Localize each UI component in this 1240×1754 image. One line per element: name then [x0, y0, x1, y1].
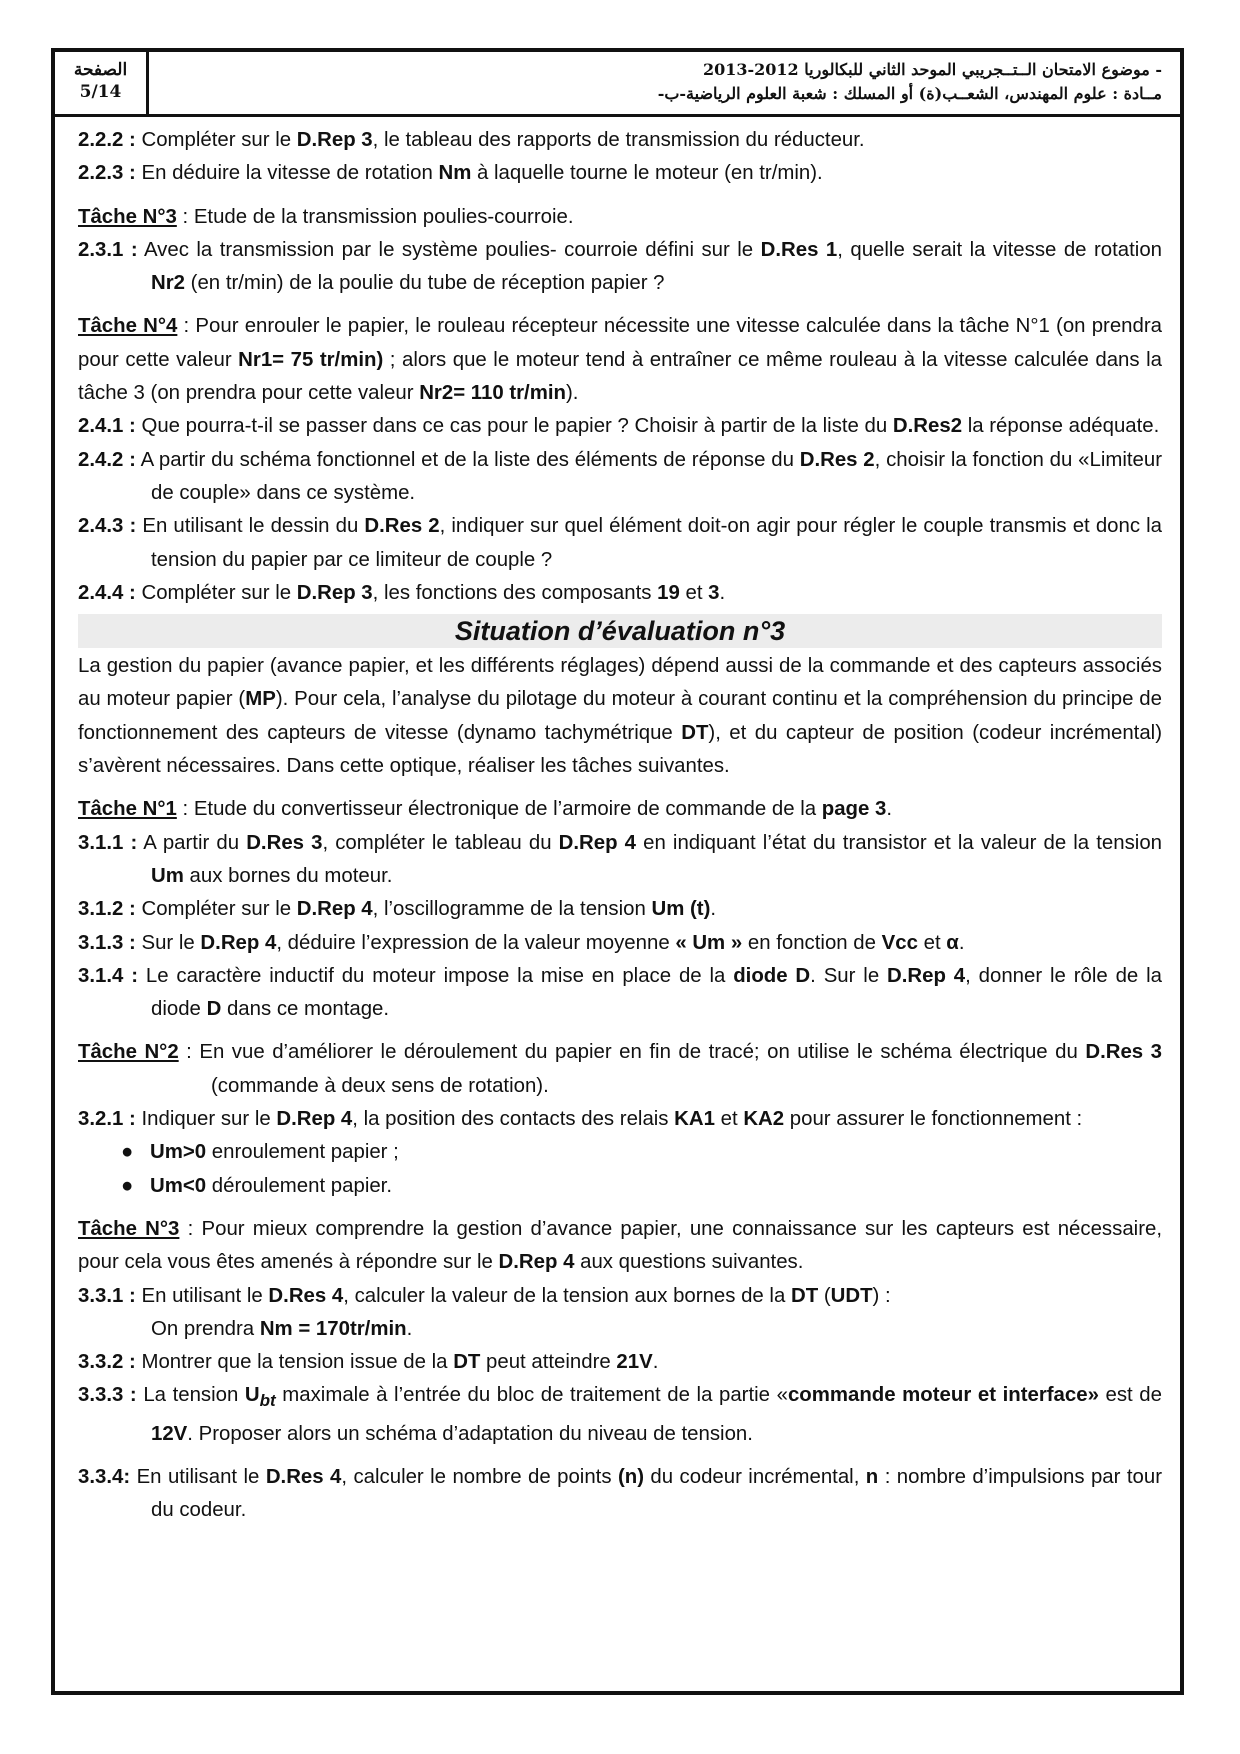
question-3-3-3: 3.3.3 : La tension $U_{bt}$ maximale à l’entrée du bloc de traitement de la partie «commande moteur et interface» est de 12V. Proposer alors un schéma d’adaptation du niveau de tension. [78, 1384, 1162, 1445]
question-2-4-4: 2.4.4 : Compléter sur le D.Rep 3, les fonctions des composants 19 et 3. [78, 581, 726, 604]
page-label: الصفحة [73, 60, 128, 80]
exam-title [658, 58, 1162, 106]
situation-intro: La gestion du papier (avance papier, et les différents réglages) dépend aussi de la commande et des capteurs associés au moteur papier (MP). Pour cela, l’analyse du pilotage du moteur à courant continu et la compréhension du principe de fonctionnement des capteurs de vitesse (dynamo tachymétrique DT), et du capteur de position (codeur incrémental) s’avèrent nécessaires. Dans cette optique, réaliser les tâches suivantes. [78, 655, 1162, 778]
question-2-3-1: 2.3.1 : Avec la transmission par le système poulies- courroie défini sur le D.Res 1, quelle serait la vitesse de rotation Nr2 (en tr/min) de la poulie du tube de réception papier ? [78, 238, 1162, 295]
exam-title-line-1: - موضوع الامتحان الــتــجريبي الموحد الثاني للبكالوريا 2012-2013 [702, 60, 1162, 79]
page-content [78, 124, 1162, 1528]
question-3-1-4: 3.1.4 : Le caractère inductif du moteur impose la mise en place de la diode D. Sur le D.Rep 4, donner le rôle de la diode D dans ce montage. [78, 964, 1162, 1021]
question-3-1-2: 3.1.2 : Compléter sur le D.Rep 4, l’oscillogramme de la tension Um (t). [78, 898, 717, 921]
question-2-2-3: 2.2.3 : En déduire la vitesse de rotation Nm à laquelle tourne le moteur (en tr/min). [78, 162, 823, 185]
bullet-icon: ● [121, 1174, 134, 1197]
question-2-4-1: 2.4.1 : Que pourra-t-il se passer dans ce cas pour le papier ? Choisir à partir de la liste du D.Res2 la réponse adéquate. [78, 415, 1160, 438]
page-number-box [55, 52, 149, 114]
question-2-4-2: 2.4.2 : A partir du schéma fonctionnel et de la liste des éléments de réponse du D.Res 2, choisir la fonction du «Limiteur de couple» dans ce système. [78, 448, 1163, 504]
situation-title: Situation d’évaluation n°3 [78, 614, 1162, 648]
question-3-1-1: 3.1.1 : A partir du D.Res 3, compléter le tableau du D.Rep 4 en indiquant l’état du transistor et la valeur de la tension Um aux bornes du moteur. [78, 831, 1163, 887]
exam-title-line-2: مــادة : علوم المهندس، الشعــب(ة) أو المسلك : شعبة العلوم الرياضية-ب- [657, 84, 1162, 103]
s3-task-1-heading: Tâche N°1 : Etude du convertisseur électronique de l’armoire de commande de la page 3. [78, 798, 893, 821]
question-2-2-2: 2.2.2 : Compléter sur le D.Rep 3, le tableau des rapports de transmission du réducteur. [78, 129, 865, 151]
question-3-1-3: 3.1.3 : Sur le D.Rep 4, déduire l’expression de la valeur moyenne « Um » en fonction de Vcc et α. [78, 931, 965, 954]
page-number: 5/14 [79, 82, 122, 102]
bullet-list [78, 1136, 1162, 1203]
question-3-3-4: 3.3.4: En utilisant le D.Res 4, calculer le nombre de points (n) du codeur incrémental, n : nombre d’impulsions par tour du codeur. [78, 1466, 1162, 1522]
s3-task-3-paragraph: Tâche N°3 : Pour mieux comprendre la gestion d’avance papier, une connaissance sur les capteurs est nécessaire, pour cela vous êtes amenés à répondre sur le D.Rep 4 aux questions suivantes. [78, 1217, 1162, 1274]
bullet-icon: ● [121, 1141, 134, 1164]
question-2-4-3: 2.4.3 : En utilisant le dessin du D.Res 2, indiquer sur quel élément doit-on agir pour régler le couple transmis et donc la tension du papier par ce limiteur de couple ? [78, 515, 1162, 571]
page-frame [51, 48, 1184, 1695]
question-3-3-1: 3.3.1 : En utilisant le D.Res 4, calculer la valeur de la tension aux bornes de la DT (UDT) : On prendra Nm = 170tr/min. [78, 1284, 891, 1340]
list-item: ● Um<0 déroulement papier. [78, 1170, 1162, 1203]
question-3-3-2: 3.3.2 : Montrer que la tension issue de la DT peut atteindre 21V. [78, 1351, 659, 1374]
page-header [55, 52, 1180, 117]
question-3-2-1: 3.2.1 : Indiquer sur le D.Rep 4, la position des contacts des relais KA1 et KA2 pour assurer le fonctionnement : [78, 1108, 1083, 1131]
list-item: ● Um>0 enroulement papier ; [78, 1136, 1162, 1169]
task-3-heading: Tâche N°3 : Etude de la transmission poulies-courroie. [78, 205, 574, 228]
task-4-paragraph: Tâche N°4 : Pour enrouler le papier, le rouleau récepteur nécessite une vitesse calculée dans la tâche N°1 (on prendra pour cette valeur Nr1= 75 tr/min) ; alors que le moteur tend à entraîner ce même rouleau à la vitesse calculée dans la tâche 3 (on prendra pour cette valeur Nr2= 110 tr/min). [78, 315, 1162, 405]
s3-task-2-paragraph: Tâche N°2 : En vue d’améliorer le déroulement du papier en fin de tracé; on utilise le schéma électrique du D.Res 3 (commande à deux sens de rotation). [78, 1041, 1162, 1097]
